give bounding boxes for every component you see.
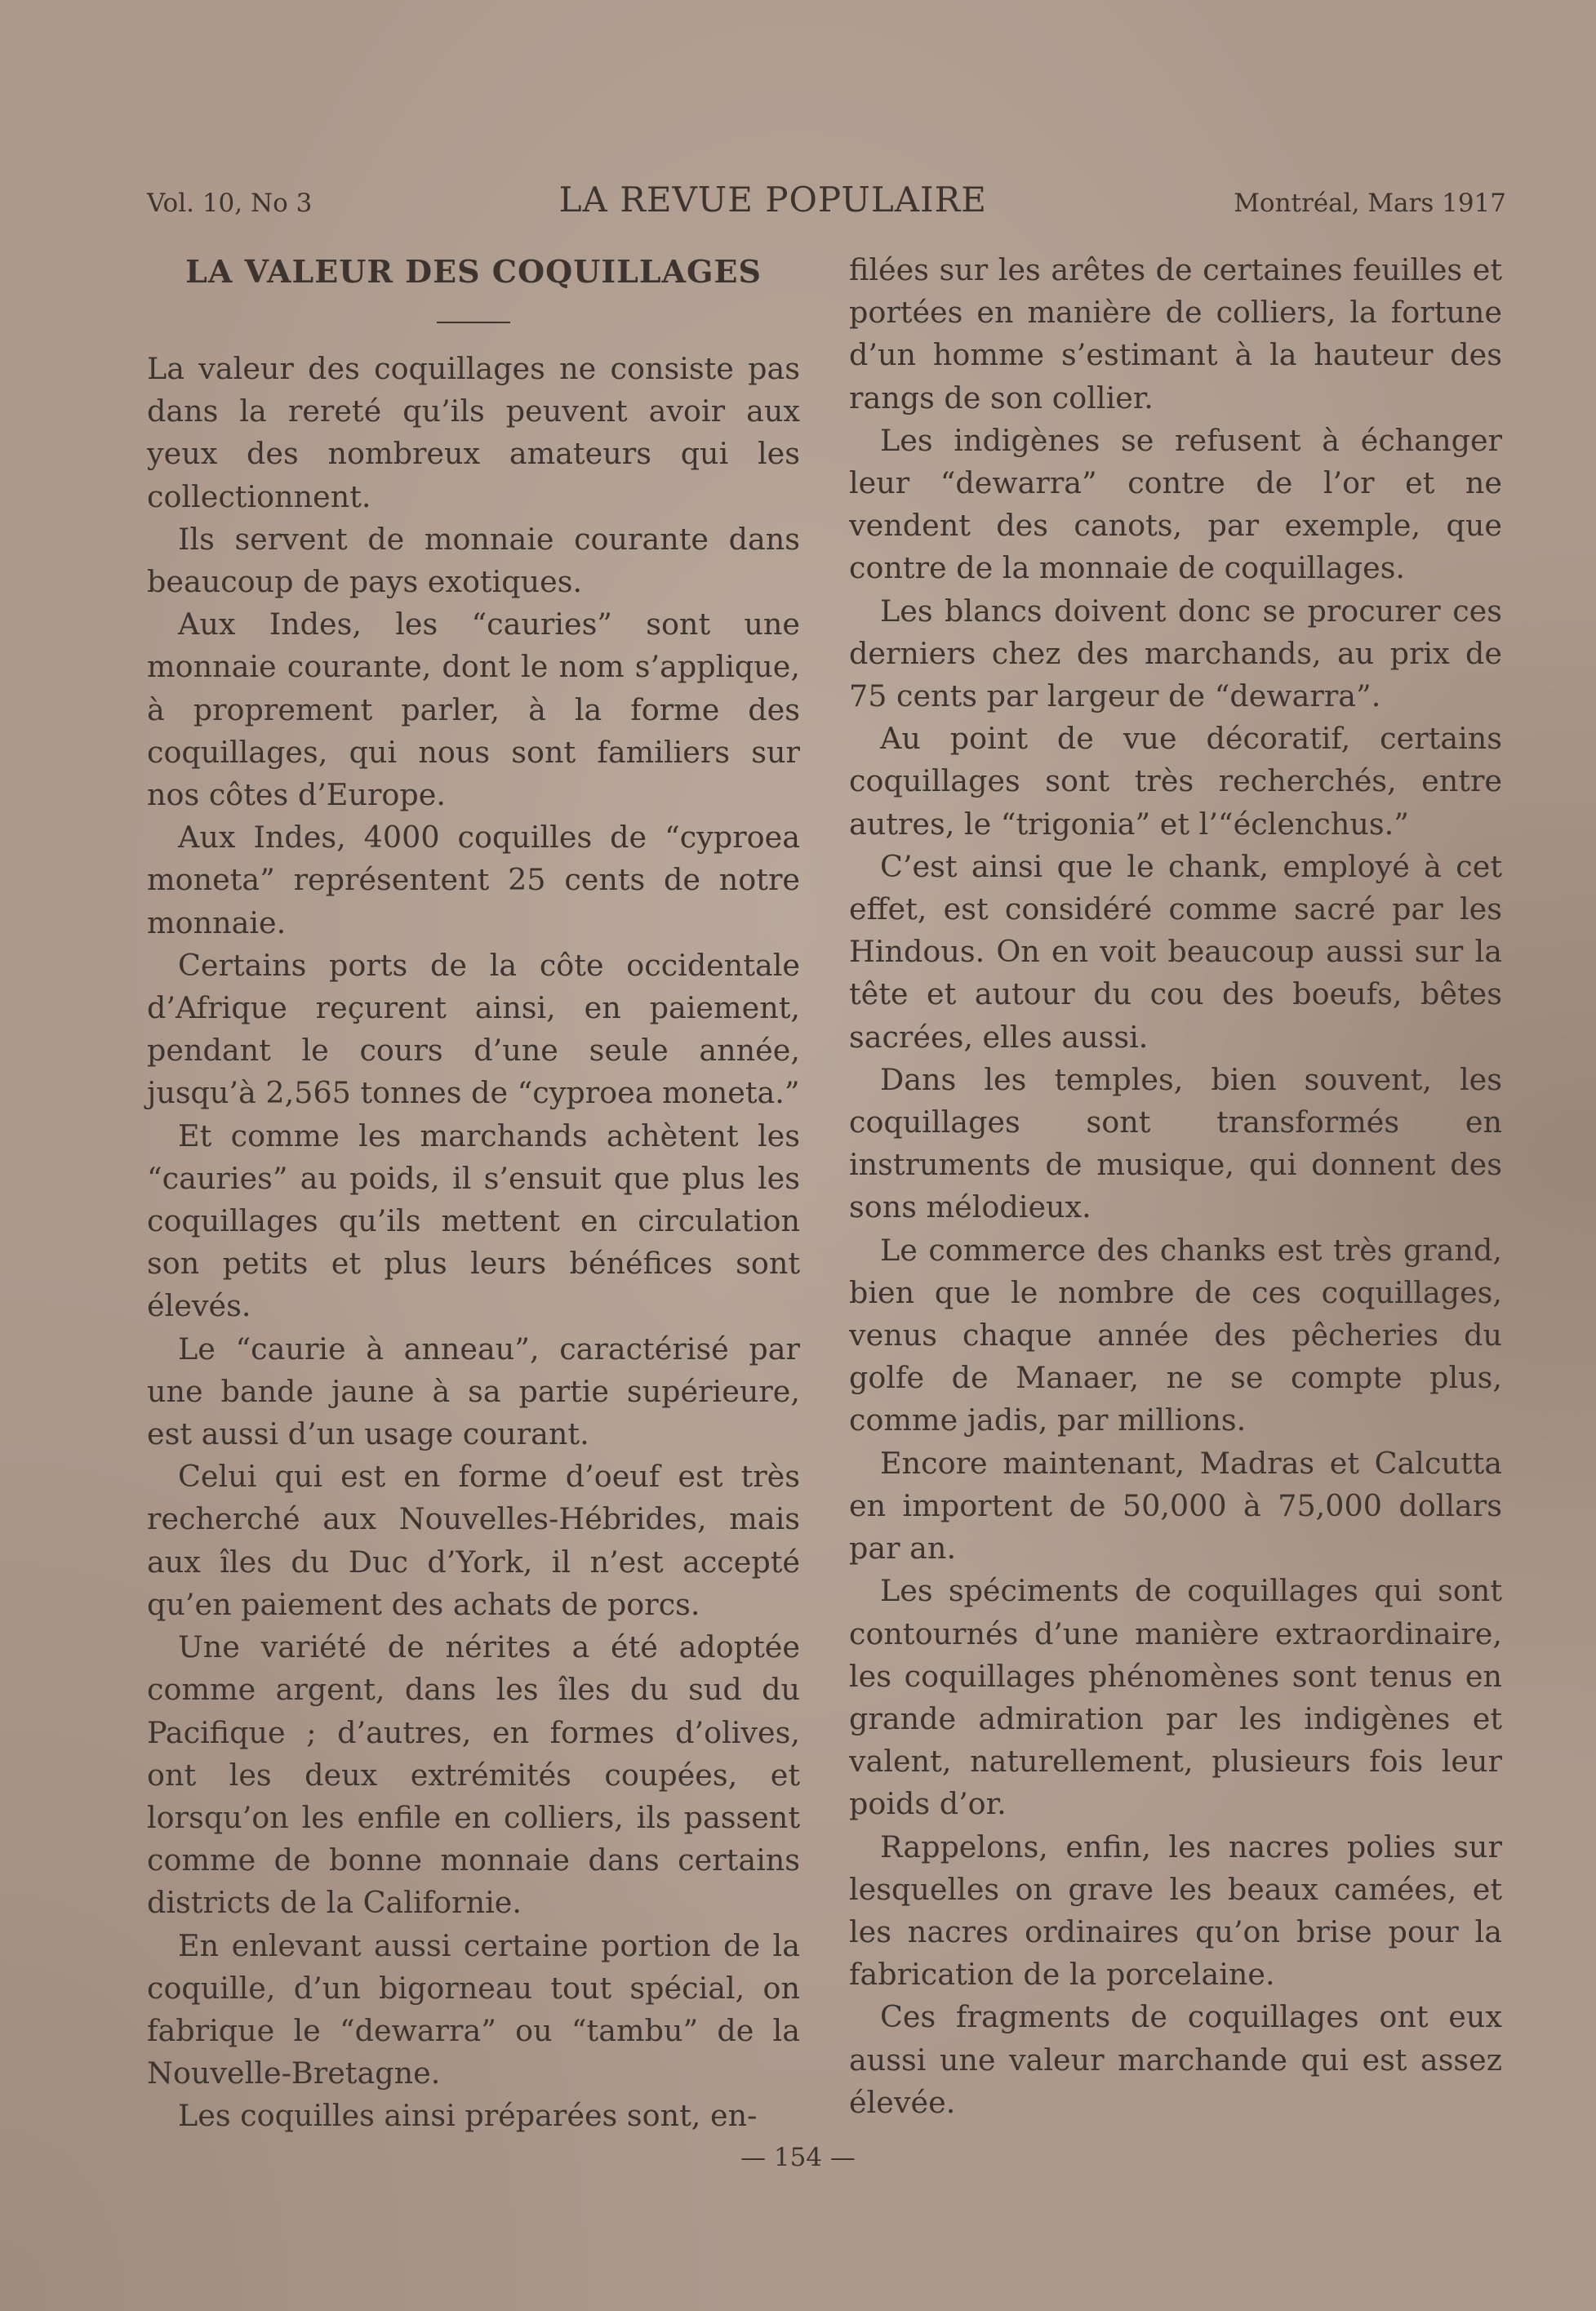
- paragraph: Rappelons, enfin, les nacres polies sur lesquelles on grave les beaux camées, et les nacres ordinaires qu’on brise pour la fabrication de la porcelaine.: [849, 1829, 1502, 1993]
- paragraph: Certains ports de la côte occidentale d’Afrique reçurent ainsi, en paiement, pendant le cours d’une seule année, jusqu’à 2,565 tonnes de “cyproea moneta.”: [147, 947, 800, 1111]
- right-column: [849, 249, 1502, 2124]
- paragraph: Dans les temples, bien souvent, les coquillages sont transformés en instruments de musique, qui donnent des sons mélodieux.: [849, 1061, 1502, 1225]
- paragraph: Aux Indes, 4000 coquilles de “cyproea moneta” représentent 25 cents de notre monnaie.: [147, 820, 800, 940]
- paragraph: Au point de vue décoratif, certains coquillages sont très recherchés, entre autres, le “trigonia” et l’“éclenchus.”: [849, 721, 1502, 842]
- paragraph: Le commerce des chanks est très grand, bien que le nombre de ces coquillages, venus chaque année des pêcheries du golfe de Manaer, ne se compte plus, comme jadis, par millions.: [849, 1232, 1502, 1438]
- paragraph: Les blancs doivent donc se procurer ces derniers chez des marchands, au prix de 75 cents par largeur de “dewarra”.: [849, 593, 1502, 714]
- paragraph: Les coquilles ainsi préparées sont, en-: [178, 2098, 758, 2134]
- journal-title: LA REVUE POPULAIRE: [558, 180, 987, 220]
- place-date: Montréal, Mars 1917: [1234, 189, 1506, 218]
- title-rule: [437, 322, 510, 323]
- paragraph-continuation: filées sur les arêtes de certaines feuilles et portées en manière de colliers, la fortune d’un homme s’estimant à la hauteur des rangs de son collier.: [849, 252, 1502, 416]
- volume-number: Vol. 10, No 3: [147, 189, 313, 218]
- paragraph: En enlevant aussi certaine portion de la coquille, d’un bigorneau tout spécial, on fabrique le “dewarra” ou “tambu” de la Nouvelle-Bretagne.: [147, 1927, 800, 2091]
- page-number: — 154 —: [740, 2143, 856, 2172]
- paragraph: Celui qui est en forme d’oeuf est très recherché aux Nouvelles-Hébrides, mais aux îles du Duc d’York, il n’est accepté qu’en paiement des achats de porcs.: [147, 1459, 800, 1622]
- paragraph: Ces fragments de coquillages ont eux aussi une valeur marchande qui est assez élevée.: [849, 1999, 1502, 2120]
- paragraph: Les spéciments de coquillages qui sont contournés d’une manière extraordinaire, les coquillages phénomènes sont tenus en grande admiration par les indigènes et valent, naturellement, plusieurs fois leur poids d’or.: [849, 1573, 1502, 1822]
- paragraph: C’est ainsi que le chank, employé à cet effet, est considéré comme sacré par les Hindous. On en voit beaucoup aussi sur la tête et autour du cou des boeufs, bêtes sacrées, elles aussi.: [849, 848, 1502, 1055]
- left-column: [147, 249, 800, 2138]
- paragraph: Les indigènes se refusent à échanger leur “dewarra” contre de l’or et ne vendent des canots, par exemple, que contre de la monnaie de coquillages.: [849, 422, 1502, 586]
- paragraph: Ils servent de monnaie courante dans beaucoup de pays exotiques.: [147, 521, 800, 600]
- paragraph: La valeur des coquillages ne consiste pas dans la rereté qu’ils peuvent avoir aux yeux des nombreux amateurs qui les collectionnent.: [147, 351, 800, 514]
- paragraph: Le “caurie à anneau”, caractérisé par une bande jaune à sa partie supérieure, est aussi d’un usage courant.: [147, 1331, 800, 1452]
- page-header: [147, 180, 1506, 229]
- paragraph: Et comme les marchands achètent les “cauries” au poids, il s’ensuit que plus les coquillages qu’ils mettent en circulation son petits et plus leurs bénéfices sont élevés.: [147, 1118, 800, 1324]
- article-title: LA VALEUR DES COQUILLAGES: [185, 253, 762, 290]
- paragraph: Encore maintenant, Madras et Calcutta en importent de 50,000 à 75,000 dollars par an.: [849, 1445, 1502, 1567]
- paragraph: Une variété de nérites a été adoptée comme argent, dans les îles du sud du Pacifique ; d’autres, en formes d’olives, ont les deux extrémités coupées, et lorsqu’on les enfile en colliers, ils passent comme de bonne monnaie dans certains districts de la Californie.: [147, 1629, 800, 1921]
- paragraph: Aux Indes, les “cauries” sont une monnaie courante, dont le nom s’applique, à proprement parler, à la forme des coquillages, qui nous sont familiers sur nos côtes d’Europe.: [147, 607, 800, 813]
